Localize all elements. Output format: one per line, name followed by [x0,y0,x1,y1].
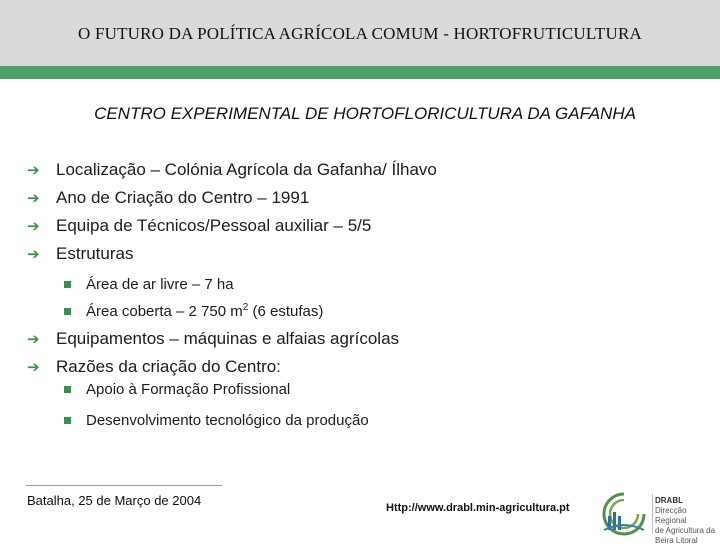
logo-line: Direcção Regional [655,506,687,525]
sub-bullet-item [64,276,234,293]
bullet-item [27,160,437,180]
square-bullet-icon [64,281,71,288]
arrow-right-icon: ➔ [27,218,40,235]
bullet-item [27,188,309,208]
sub-bullet-text [86,302,323,320]
sub-bullet-item [64,412,369,429]
page-title: O FUTURO DA POLÍTICA AGRÍCOLA COMUM - HORTOFRUTICULTURA [78,24,642,43]
bullet-text: Ano de Criação do Centro – 1991 [56,188,310,207]
slide-subtitle: CENTRO EXPERIMENTAL DE HORTOFLORICULTURA DA GAFANHA [94,104,636,123]
logo-brand: DRABL [655,496,683,505]
area-coberta-text: Área coberta – 2 750 m [86,303,243,320]
bullet-text: Estruturas [56,244,134,263]
arrow-right-icon: ➔ [27,246,40,263]
bullet-item [27,244,133,264]
superscript-exponent: 2 [242,302,249,313]
estufas-text: (6 estufas) [248,303,324,320]
footer-date: Batalha, 25 de Março de 2004 [27,493,202,508]
sub-bullet-item [64,381,290,398]
bullet-item [27,216,371,236]
footer-divider [26,485,222,486]
header-bar [0,0,720,66]
bullet-item [27,329,399,349]
sub-bullet-text: Área de ar livre – 7 ha [86,276,234,293]
arrow-right-icon: ➔ [27,359,40,376]
bullet-text: Localização – Colónia Agrícola da Gafanha/ Ílhavo [56,160,437,179]
logo-text [655,496,719,546]
square-bullet-icon [64,386,71,393]
logo-line: Beira Litoral [655,536,698,545]
arrow-right-icon: ➔ [27,190,40,207]
bullet-text: Razões da criação do Centro: [56,357,281,376]
drabl-logo-icon [598,490,650,538]
square-bullet-icon [64,417,71,424]
logo-divider [652,494,653,534]
square-bullet-icon [64,308,71,315]
arrow-right-icon: ➔ [27,331,40,348]
sub-bullet-item [64,302,323,320]
logo-line: de Agricultura da [655,526,716,535]
bullet-text: Equipamentos – máquinas e alfaias agrícolas [56,329,400,348]
header-accent-band [0,66,720,79]
footer-url-link[interactable]: Http://www.drabl.min-agricultura.pt [386,502,570,514]
bullet-text: Equipa de Técnicos/Pessoal auxiliar – 5/5 [56,216,372,235]
sub-bullet-text: Apoio à Formação Profissional [86,381,291,398]
sub-bullet-text: Desenvolvimento tecnológico da produção [86,412,369,429]
bullet-item [27,357,281,377]
arrow-right-icon: ➔ [27,162,40,179]
